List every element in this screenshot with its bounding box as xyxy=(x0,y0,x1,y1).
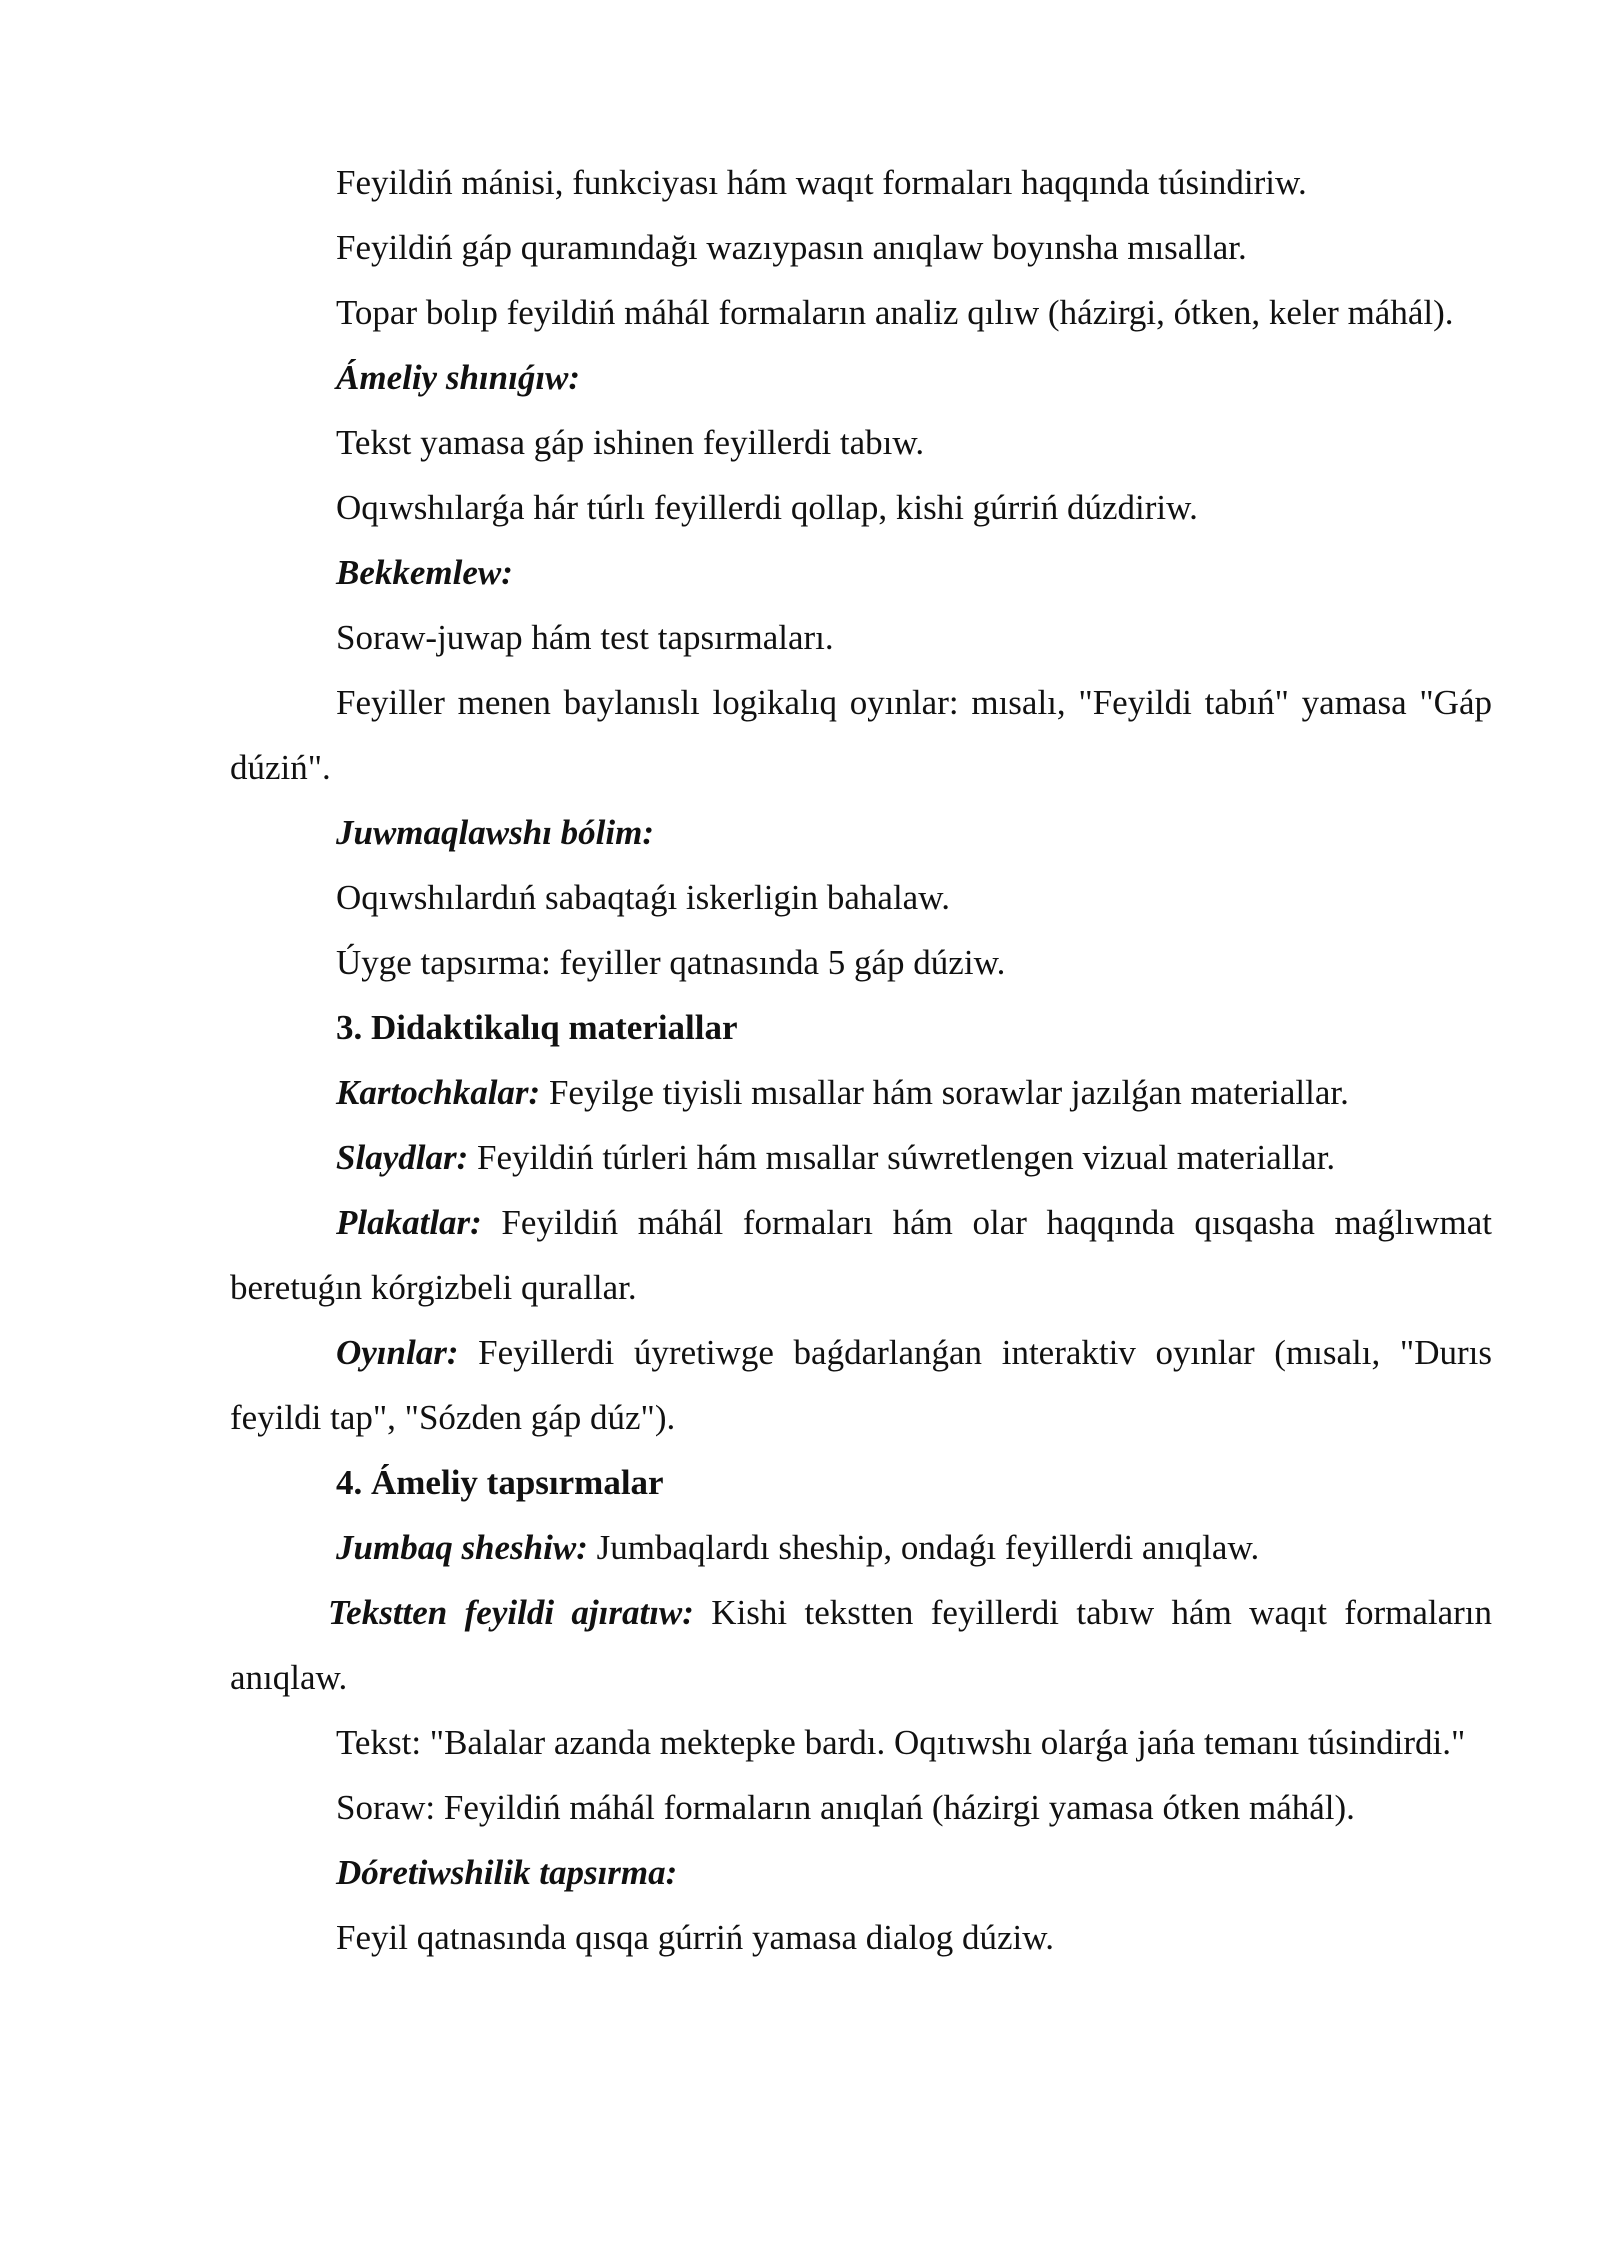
document-page xyxy=(230,150,1492,1970)
item-slaydlar: Slaydlar: Feyildiń túrleri hám mısallar súwretlengen vizual materiallar. xyxy=(336,1138,1336,1177)
paragraph-11: Oqıwshılardıń sabaqtaǵı iskerligin bahalaw. xyxy=(336,878,950,917)
paragraph-6: Oqıwshılarǵa hár túrlı feyillerdi qollap, kishi gúrriń dúzdiriw. xyxy=(336,488,1198,527)
paragraph-2: Feyildiń gáp quramındağı wazıypasın anıqlaw boyınsha mısallar. xyxy=(336,228,1247,267)
paragraph-soraw: Soraw: Feyildiń máhál formaların anıqlań (házirgi yamasa ótken máhál). xyxy=(336,1788,1355,1827)
paragraph-5: Tekst yamasa gáp ishinen feyillerdi tabıw. xyxy=(336,423,925,462)
paragraph-3: Topar bolıp feyildiń máhál formaların analiz qılıw (házirgi, ótken, keler máhál). xyxy=(336,293,1454,332)
section-label-ameliy-shiniqiw: Ámeliy shınıǵıw: xyxy=(336,358,581,397)
paragraph-last: Feyil qatnasında qısqa gúrriń yamasa dialog dúziw. xyxy=(336,1918,1054,1957)
section-label-bekkemlew: Bekkemlew: xyxy=(336,553,513,592)
paragraph-1: Feyildiń mánisi, funkciyası hám waqıt formaları haqqında túsindiriw. xyxy=(336,163,1307,202)
section-label-doretiwshilik: Dóretiwshilik tapsırma: xyxy=(336,1853,678,1892)
paragraph-12: Úyge tapsırma: feyiller qatnasında 5 gáp dúziw. xyxy=(336,943,1006,982)
item-tekstten-feyildi: Tekstten feyildi ajıratıw: Kishi tekstten feyillerdi tabıw hám waqıt formaların anıqlaw. xyxy=(230,1593,1493,1697)
paragraph-tekst: Tekst: "Balalar azanda mektepke bardı. Oqıtıwshı olarǵa jańa temanı túsindirdi." xyxy=(336,1723,1466,1762)
heading-didaktikaliq: 3. Didaktikalıq materiallar xyxy=(336,1008,738,1047)
section-label-juwmaqlawshi: Juwmaqlawshı bólim: xyxy=(336,813,654,852)
item-plakatlar: Plakatlar: Feyildiń máhál formaları hám olar haqqında qısqasha maǵlıwmat beretuǵın kórgizbeli qurallar. xyxy=(230,1203,1492,1307)
item-oyinlar: Oyınlar: Feyillerdi úyretiwge baǵdarlanǵan interaktiv oyınlar (mısalı, "Durıs feyildi tap", "Sózden gáp dúz"). xyxy=(230,1333,1492,1437)
paragraph-8: Soraw-juwap hám test tapsırmaları. xyxy=(336,618,834,657)
paragraph-9: Feyiller menen baylanıslı logikalıq oyınlar: mısalı, "Feyildi tabıń" yamasa "Gáp dúziń". xyxy=(230,683,1492,787)
heading-ameliy-tapsirmalar: 4. Ámeliy tapsırmalar xyxy=(336,1463,664,1502)
item-jumbaq-sheshiw: Jumbaq sheshiw: Jumbaqlardı sheship, ondaǵı feyillerdi anıqlaw. xyxy=(336,1528,1260,1567)
item-kartochkalar: Kartochkalar: Feyilge tiyisli mısallar hám sorawlar jazılǵan materiallar. xyxy=(336,1073,1349,1112)
